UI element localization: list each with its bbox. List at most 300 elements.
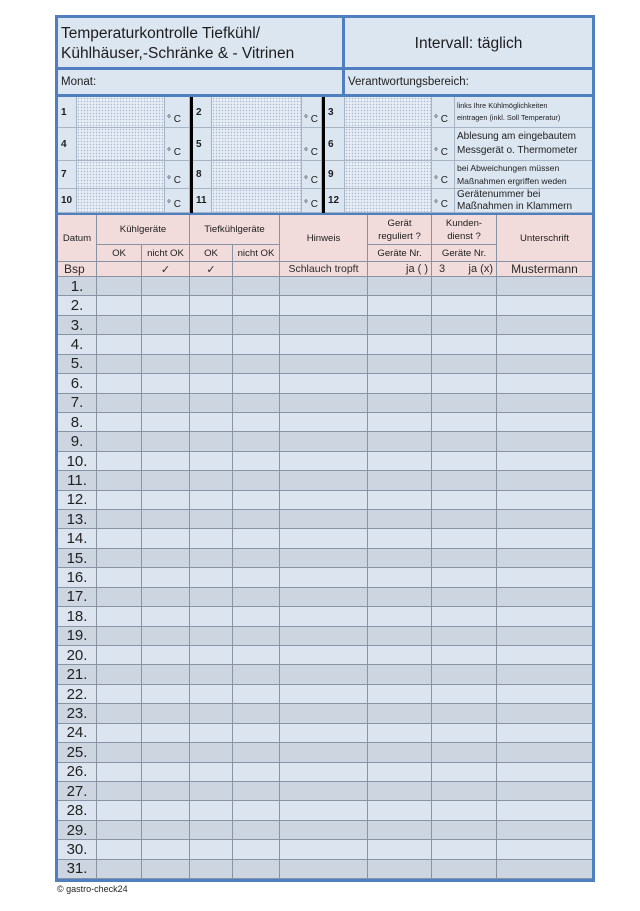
device-temperature-entry xyxy=(345,189,432,213)
day-label: 7. xyxy=(58,394,97,413)
freezer-not-ok-cell xyxy=(233,685,280,704)
signature-cell xyxy=(497,821,592,840)
signature-cell xyxy=(497,471,592,490)
note-cell xyxy=(280,704,368,723)
freezer-not-ok-cell xyxy=(233,471,280,490)
device-temperature-entry xyxy=(212,97,302,128)
degree-celsius-label: ° C xyxy=(432,128,455,161)
regulated-device-cell xyxy=(368,296,432,315)
cooling-ok-cell xyxy=(97,452,142,471)
cooling-ok-cell xyxy=(97,704,142,723)
service-device-cell xyxy=(432,685,497,704)
regulated-device-cell xyxy=(368,646,432,665)
freezer-not-ok-cell xyxy=(233,277,280,296)
cooling-ok-cell xyxy=(97,316,142,335)
service-device-cell xyxy=(432,801,497,820)
degree-celsius-label: ° C xyxy=(302,97,322,128)
note-cell xyxy=(280,549,368,568)
cooling-not-ok-cell xyxy=(142,452,190,471)
freezer-ok-cell xyxy=(190,394,233,413)
signature-cell xyxy=(497,355,592,374)
form-title-line: Temperaturkontrolle Tiefkühl/ xyxy=(61,25,261,42)
service-device-cell xyxy=(432,432,497,451)
note-cell xyxy=(280,685,368,704)
cooling-not-ok-cell xyxy=(142,432,190,451)
freezer-ok-cell xyxy=(190,704,233,723)
regulated-device-cell xyxy=(368,394,432,413)
regulated-device-number-header: Geräte Nr. xyxy=(368,245,432,262)
instruction-note-line: Messgerät o. Thermometer xyxy=(457,145,578,156)
regulated-device-cell xyxy=(368,665,432,684)
day-label: 25. xyxy=(58,743,97,762)
example-service-value: ja (x) xyxy=(468,262,493,275)
day-row xyxy=(58,355,592,374)
signature-cell xyxy=(497,627,592,646)
day-label: 8. xyxy=(58,413,97,432)
degree-celsius-label: ° C xyxy=(302,161,322,189)
device-slot-number: 1 xyxy=(58,97,77,128)
day-row xyxy=(58,743,592,762)
signature-cell xyxy=(497,549,592,568)
day-label: 13. xyxy=(58,510,97,529)
cooling-not-ok-cell xyxy=(142,821,190,840)
note-cell xyxy=(280,394,368,413)
cooling-not-ok-cell xyxy=(142,335,190,354)
device-slot-number: 2 xyxy=(193,97,212,128)
freezer-ok-cell xyxy=(190,491,233,510)
freezer-not-ok-cell xyxy=(233,549,280,568)
date-column-header: Datum xyxy=(58,215,97,262)
cooling-ok-header: OK xyxy=(97,245,142,262)
month-field xyxy=(58,70,342,94)
regulated-device-cell xyxy=(368,491,432,510)
service-device-cell xyxy=(432,394,497,413)
freezer-ok-cell xyxy=(190,763,233,782)
signature-cell xyxy=(497,529,592,548)
cooling-not-ok-cell xyxy=(142,801,190,820)
degree-celsius-label: ° C xyxy=(165,97,190,128)
day-label: 21. xyxy=(58,665,97,684)
note-column-header: Hinweis xyxy=(280,215,368,262)
signature-cell xyxy=(497,452,592,471)
example-cooling-not-ok-check: ✓ xyxy=(142,262,190,277)
device-temperature-entry xyxy=(345,97,432,128)
cooling-not-ok-cell xyxy=(142,277,190,296)
day-label: 31. xyxy=(58,860,97,879)
service-device-cell xyxy=(432,646,497,665)
form-title-line: Kühlhäuser,-Schränke & - Vitrinen xyxy=(61,45,295,62)
day-row xyxy=(58,471,592,490)
signature-cell xyxy=(497,782,592,801)
cooling-ok-cell xyxy=(97,413,142,432)
service-device-cell xyxy=(432,549,497,568)
note-cell xyxy=(280,743,368,762)
freezer-not-ok-cell xyxy=(233,646,280,665)
cooling-ok-cell xyxy=(97,568,142,587)
regulated-device-cell xyxy=(368,277,432,296)
note-cell xyxy=(280,724,368,743)
day-label: 27. xyxy=(58,782,97,801)
cooling-not-ok-cell xyxy=(142,840,190,859)
device-temperature-entry xyxy=(77,128,165,161)
freezer-not-ok-cell xyxy=(233,529,280,548)
device-slot-number: 5 xyxy=(193,128,212,161)
cooling-not-ok-cell xyxy=(142,588,190,607)
instruction-note xyxy=(455,97,592,128)
instruction-note xyxy=(455,128,592,161)
cooling-not-ok-cell xyxy=(142,782,190,801)
cooling-ok-cell xyxy=(97,685,142,704)
cooling-not-ok-cell xyxy=(142,316,190,335)
cooling-ok-cell xyxy=(97,335,142,354)
cooling-ok-cell xyxy=(97,549,142,568)
responsibility-field xyxy=(345,70,592,94)
freezer-not-ok-cell xyxy=(233,491,280,510)
device-slot-number: 9 xyxy=(325,161,345,189)
service-device-cell xyxy=(432,491,497,510)
day-row xyxy=(58,724,592,743)
day-row xyxy=(58,763,592,782)
day-label: 2. xyxy=(58,296,97,315)
note-cell xyxy=(280,568,368,587)
service-device-cell xyxy=(432,588,497,607)
instruction-note-line: Ablesung am eingebautem xyxy=(457,131,576,142)
note-cell xyxy=(280,588,368,607)
freezer-ok-cell xyxy=(190,801,233,820)
signature-cell xyxy=(497,316,592,335)
cooling-not-ok-cell xyxy=(142,510,190,529)
service-device-cell xyxy=(432,471,497,490)
freezer-ok-cell xyxy=(190,743,233,762)
freezer-ok-cell xyxy=(190,588,233,607)
cooling-ok-cell xyxy=(97,277,142,296)
note-cell xyxy=(280,355,368,374)
example-regulated: ja ( ) xyxy=(368,262,432,277)
signature-cell xyxy=(497,432,592,451)
service-device-cell xyxy=(432,510,497,529)
cooling-ok-cell xyxy=(97,840,142,859)
cooling-not-ok-cell xyxy=(142,704,190,723)
note-cell xyxy=(280,432,368,451)
cooling-not-ok-cell xyxy=(142,296,190,315)
day-label: 16. xyxy=(58,568,97,587)
day-row xyxy=(58,296,592,315)
regulated-device-cell xyxy=(368,529,432,548)
day-row xyxy=(58,335,592,354)
day-label: 3. xyxy=(58,316,97,335)
device-slot-number: 7 xyxy=(58,161,77,189)
example-row xyxy=(58,262,592,277)
freezer-not-ok-cell xyxy=(233,413,280,432)
device-regulated-header xyxy=(368,215,432,245)
day-row xyxy=(58,860,592,879)
freezer-not-ok-cell xyxy=(233,452,280,471)
day-row xyxy=(58,821,592,840)
day-label: 19. xyxy=(58,627,97,646)
freezer-not-ok-cell xyxy=(233,355,280,374)
cooling-not-ok-cell xyxy=(142,743,190,762)
freezer-ok-cell xyxy=(190,860,233,879)
cooling-ok-cell xyxy=(97,782,142,801)
note-cell xyxy=(280,801,368,820)
regulated-device-cell xyxy=(368,510,432,529)
cooling-ok-cell xyxy=(97,860,142,879)
signature-cell xyxy=(497,296,592,315)
degree-celsius-label: ° C xyxy=(165,161,190,189)
signature-cell xyxy=(497,840,592,859)
instruction-note xyxy=(455,161,592,189)
cooling-not-ok-cell xyxy=(142,860,190,879)
note-cell xyxy=(280,452,368,471)
cooling-ok-cell xyxy=(97,763,142,782)
service-device-cell xyxy=(432,821,497,840)
degree-celsius-label: ° C xyxy=(165,189,190,213)
day-label: 15. xyxy=(58,549,97,568)
cooling-ok-cell xyxy=(97,607,142,626)
device-temperature-grid xyxy=(58,97,592,213)
service-device-cell xyxy=(432,355,497,374)
note-cell xyxy=(280,510,368,529)
signature-cell xyxy=(497,743,592,762)
signature-cell xyxy=(497,277,592,296)
service-device-cell xyxy=(432,665,497,684)
day-label: 11. xyxy=(58,471,97,490)
cooling-ok-cell xyxy=(97,394,142,413)
regulated-device-cell xyxy=(368,801,432,820)
cooling-ok-cell xyxy=(97,743,142,762)
degree-celsius-label: ° C xyxy=(432,189,455,213)
freezer-ok-cell xyxy=(190,549,233,568)
device-temperature-entry xyxy=(77,189,165,213)
example-date: Bsp xyxy=(58,262,97,277)
cooling-ok-cell xyxy=(97,665,142,684)
day-row xyxy=(58,316,592,335)
freezer-ok-cell xyxy=(190,355,233,374)
cooling-devices-header: Kühlgeräte xyxy=(97,215,190,245)
signature-column-header: Unterschrift xyxy=(497,215,592,262)
day-row xyxy=(58,529,592,548)
signature-cell xyxy=(497,374,592,393)
regulated-device-cell xyxy=(368,413,432,432)
regulated-device-cell xyxy=(368,588,432,607)
instruction-note-line: links Ihre Kühlmöglichkeiten xyxy=(457,101,548,110)
freezer-ok-cell xyxy=(190,277,233,296)
note-cell xyxy=(280,374,368,393)
regulated-device-cell xyxy=(368,471,432,490)
freezer-ok-cell xyxy=(190,296,233,315)
day-label: 6. xyxy=(58,374,97,393)
cooling-ok-cell xyxy=(97,471,142,490)
responsibility-label: Verantwortungsbereich: xyxy=(348,76,469,88)
note-cell xyxy=(280,782,368,801)
degree-celsius-label: ° C xyxy=(302,128,322,161)
regulated-device-cell xyxy=(368,568,432,587)
cooling-ok-cell xyxy=(97,801,142,820)
day-row xyxy=(58,627,592,646)
service-device-cell xyxy=(432,704,497,723)
service-device-cell xyxy=(432,316,497,335)
regulated-device-cell xyxy=(368,374,432,393)
service-device-number-header: Geräte Nr. xyxy=(432,245,497,262)
freezer-ok-cell xyxy=(190,685,233,704)
example-service xyxy=(432,262,497,277)
freezer-ok-cell xyxy=(190,374,233,393)
day-row xyxy=(58,568,592,587)
device-temperature-entry xyxy=(77,97,165,128)
day-label: 5. xyxy=(58,355,97,374)
freezer-ok-cell xyxy=(190,529,233,548)
device-slot-number: 12 xyxy=(325,189,345,213)
cooling-not-ok-cell xyxy=(142,763,190,782)
freezer-not-ok-cell xyxy=(233,782,280,801)
signature-cell xyxy=(497,665,592,684)
freezer-not-ok-cell xyxy=(233,801,280,820)
day-row xyxy=(58,394,592,413)
freezer-not-ok-cell xyxy=(233,607,280,626)
device-slot-number: 3 xyxy=(325,97,345,128)
note-cell xyxy=(280,665,368,684)
instruction-note-line: Maßnahmen ergriffen weden xyxy=(457,175,567,186)
signature-cell xyxy=(497,568,592,587)
instruction-note-line: bei Abweichungen müssen xyxy=(457,162,560,173)
freezer-ok-cell xyxy=(190,316,233,335)
device-slot-number: 4 xyxy=(58,128,77,161)
note-cell xyxy=(280,316,368,335)
freezer-ok-cell xyxy=(190,627,233,646)
service-device-cell xyxy=(432,452,497,471)
cooling-ok-cell xyxy=(97,296,142,315)
device-regulated-header-line: reguliert ? xyxy=(378,230,421,242)
signature-cell xyxy=(497,335,592,354)
device-temperature-entry xyxy=(212,161,302,189)
cooling-ok-cell xyxy=(97,646,142,665)
service-device-cell xyxy=(432,607,497,626)
day-label: 4. xyxy=(58,335,97,354)
signature-cell xyxy=(497,394,592,413)
cooling-not-ok-header: nicht OK xyxy=(142,245,190,262)
service-device-cell xyxy=(432,529,497,548)
freezer-not-ok-cell xyxy=(233,374,280,393)
regulated-device-cell xyxy=(368,549,432,568)
freezer-ok-cell xyxy=(190,840,233,859)
freezer-not-ok-cell xyxy=(233,432,280,451)
signature-cell xyxy=(497,413,592,432)
cooling-ok-cell xyxy=(97,588,142,607)
example-freezer-not-ok xyxy=(233,262,280,277)
device-regulated-header-line: Gerät xyxy=(387,217,412,229)
regulated-device-cell xyxy=(368,432,432,451)
regulated-device-cell xyxy=(368,743,432,762)
day-row xyxy=(58,607,592,626)
day-label: 12. xyxy=(58,491,97,510)
freezer-ok-cell xyxy=(190,665,233,684)
device-slot-number: 8 xyxy=(193,161,212,189)
regulated-device-cell xyxy=(368,627,432,646)
day-row xyxy=(58,801,592,820)
cooling-not-ok-cell xyxy=(142,374,190,393)
regulated-device-cell xyxy=(368,724,432,743)
freezer-not-ok-cell xyxy=(233,588,280,607)
day-label: 17. xyxy=(58,588,97,607)
device-temperature-entry xyxy=(345,161,432,189)
day-row xyxy=(58,491,592,510)
cooling-not-ok-cell xyxy=(142,685,190,704)
freezer-ok-cell xyxy=(190,782,233,801)
cooling-ok-cell xyxy=(97,510,142,529)
freezer-ok-cell xyxy=(190,821,233,840)
regulated-device-cell xyxy=(368,763,432,782)
freezer-not-ok-cell xyxy=(233,704,280,723)
freezer-not-ok-cell xyxy=(233,860,280,879)
day-label: 9. xyxy=(58,432,97,451)
service-device-cell xyxy=(432,782,497,801)
day-row xyxy=(58,374,592,393)
freezer-not-ok-cell xyxy=(233,316,280,335)
freezer-ok-cell xyxy=(190,607,233,626)
cooling-not-ok-cell xyxy=(142,491,190,510)
regulated-device-cell xyxy=(368,685,432,704)
form-title xyxy=(58,18,342,67)
day-row xyxy=(58,685,592,704)
example-signature: Mustermann xyxy=(497,262,592,277)
cooling-not-ok-cell xyxy=(142,627,190,646)
signature-cell xyxy=(497,724,592,743)
day-row xyxy=(58,840,592,859)
signature-cell xyxy=(497,588,592,607)
freezer-ok-header: OK xyxy=(190,245,233,262)
instruction-note-line: Gerätenummer bei xyxy=(457,189,541,200)
freezer-ok-cell xyxy=(190,432,233,451)
day-row xyxy=(58,549,592,568)
day-row xyxy=(58,704,592,723)
copyright-notice: © gastro-check24 xyxy=(57,884,128,894)
day-row xyxy=(58,646,592,665)
regulated-device-cell xyxy=(368,704,432,723)
cooling-not-ok-cell xyxy=(142,394,190,413)
freezer-not-ok-cell xyxy=(233,510,280,529)
day-row xyxy=(58,665,592,684)
day-label: 20. xyxy=(58,646,97,665)
day-label: 23. xyxy=(58,704,97,723)
day-label: 30. xyxy=(58,840,97,859)
note-cell xyxy=(280,413,368,432)
day-label: 24. xyxy=(58,724,97,743)
cooling-not-ok-cell xyxy=(142,549,190,568)
signature-cell xyxy=(497,704,592,723)
day-row xyxy=(58,588,592,607)
freezer-not-ok-cell xyxy=(233,568,280,587)
service-device-cell xyxy=(432,335,497,354)
note-cell xyxy=(280,821,368,840)
note-cell xyxy=(280,840,368,859)
service-device-cell xyxy=(432,296,497,315)
signature-cell xyxy=(497,607,592,626)
day-label: 29. xyxy=(58,821,97,840)
regulated-device-cell xyxy=(368,316,432,335)
daily-log-rows xyxy=(58,277,592,879)
freezer-not-ok-cell xyxy=(233,296,280,315)
freezer-not-ok-cell xyxy=(233,724,280,743)
signature-cell xyxy=(497,646,592,665)
freezer-not-ok-cell xyxy=(233,821,280,840)
note-cell xyxy=(280,471,368,490)
degree-celsius-label: ° C xyxy=(165,128,190,161)
cooling-ok-cell xyxy=(97,821,142,840)
freezer-not-ok-cell xyxy=(233,335,280,354)
customer-service-header xyxy=(432,215,497,245)
service-device-cell xyxy=(432,277,497,296)
day-label: 26. xyxy=(58,763,97,782)
